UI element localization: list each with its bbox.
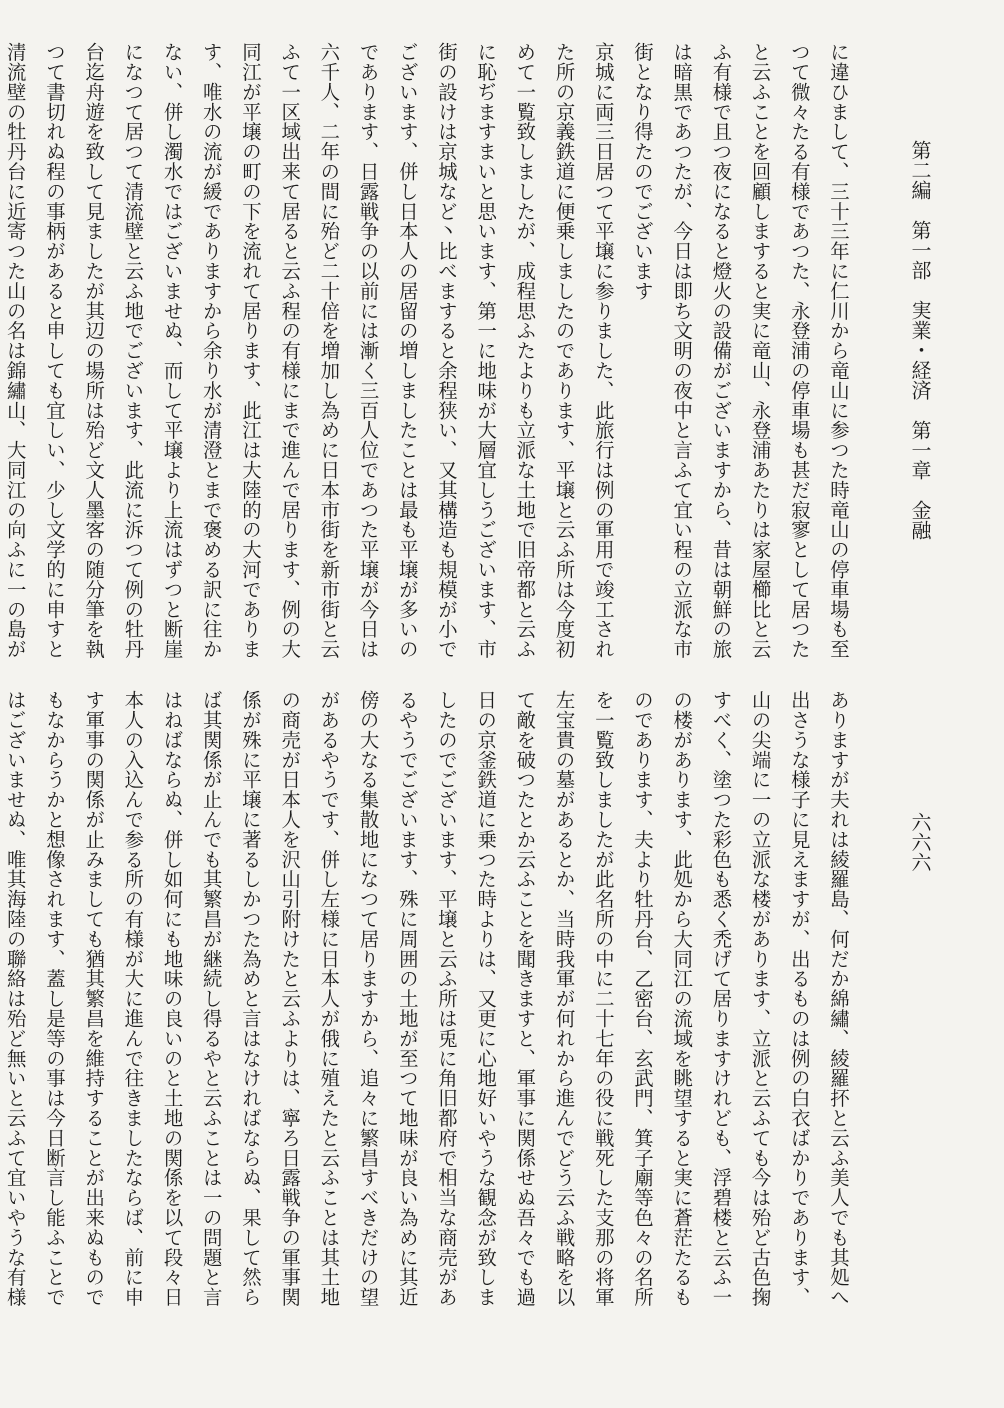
text-line: ふ有様で且つ夜になると燈火の設備がございますから、昔は朝鮮の旅 [709, 42, 733, 659]
text-line: ふて一区域出来て居ると云ふ程の有様にまで進んで居ります、例の大 [278, 42, 302, 659]
text-line: 傍の大なる集散地になつて居りますから、追々に繁昌すべきだけの望 [356, 690, 380, 1307]
text-line: であります、日露戦争の以前には漸く三百人位であつた平壌が今日は [356, 42, 380, 659]
running-head: 第二編 第一部 実業・経済 第一章 金融 [908, 140, 932, 540]
text-line: があるやうです、併し左様に日本人が俄に殖えたと云ふことは其土地 [317, 690, 341, 1307]
text-line: 街となり得たのでございます [630, 42, 654, 301]
text-line: 日の京釜鉄道に乗つた時よりは、又更に心地好いやうな観念が致しま [474, 690, 498, 1307]
text-line: の楼があります、此処から大同江の流域を眺望すると実に蒼茫たるも [670, 690, 694, 1307]
text-line: はございませぬ、唯其海陸の聯絡は殆ど無いと云ふて宜いやうな有様 [3, 690, 27, 1307]
text-line: になつて居つて清流壁と云ふ地でございます、此流に泝つて例の牡丹 [121, 42, 145, 659]
text-line: す、唯水の流が緩でありますから余り水が清澄とまで褒める訳に往か [199, 42, 223, 659]
text-line: 台迄舟遊を致して見ましたが其辺の場所は殆ど文人墨客の随分筆を執 [82, 42, 106, 659]
text-line: つて微々たる有様であつた、永登浦の停車場も甚だ寂寥として居つた [787, 42, 811, 659]
text-line: るやうでございます、殊に周囲の土地が至つて地味が良い為めに其近 [395, 690, 419, 1307]
text-line: す軍事の関係が止みましても猶其繁昌を維持することが出来ぬもので [82, 690, 106, 1307]
text-line: もなからうかと想像されます、蓋し是等の事は今日断言し能ふことで [42, 690, 66, 1307]
text-line: 街の設けは京城など丶比べますると余程狭い、又其構造も規模が小で [434, 42, 458, 659]
text-line: めて一覧致しましたが、成程思ふたよりも立派な土地で旧帝都と云ふ [513, 42, 537, 659]
text-line: の商売が日本人を沢山引附けたと云ふよりは、寧ろ日露戦争の軍事関 [278, 690, 302, 1307]
text-line: はねばならぬ、併し如何にも地味の良いのと土地の関係を以て段々日 [160, 690, 184, 1307]
text-line: 清流壁の牡丹台に近寄つた山の名は錦繡山、大同江の向ふに一の島が [3, 42, 27, 659]
text-line: のであります、夫より牡丹台、乙密台、玄武門、箕子廟等色々の名所 [630, 690, 654, 1307]
text-line: を一覧致しましたが此名所の中に二十七年の役に戦死した支那の将軍 [591, 690, 615, 1307]
text-line: つて書切れぬ程の事柄があると申しても宜しい、少し文学的に申すと [42, 42, 66, 659]
text-line: は暗黒であつたが、今日は即ち文明の夜中と言ふて宜い程の立派な市 [670, 42, 694, 659]
text-line: 出さうな様子に見えますが、出るものは例の白衣ばかりであります、 [787, 690, 811, 1307]
text-line: 本人の入込んで参る所の有様が大に進んで往きましたならば、前に申 [121, 690, 145, 1307]
text-line: に違ひまして、三十三年に仁川から竜山に参つた時竜山の停車場も至 [827, 42, 850, 659]
text-line: したのでございます、平壌と云ふ所は兎に角旧都府で相当な商売があ [434, 690, 458, 1307]
text-line: 同江が平壌の町の下を流れて居ります、此江は大陸的の大河でありま [238, 42, 262, 659]
text-line: て敵を破つたとか云ふことを聞きますと、軍事に関係せぬ吾々でも過 [513, 690, 537, 1307]
lower-text-block [3, 690, 858, 1307]
text-line: ありますが夫れは綾羅島、何だか綿繡、綾羅抔と云ふ美人でも其処へ [827, 690, 850, 1307]
text-line: ば其関係が止んでも其繁昌が継続し得るやと云ふことは一の問題と言 [199, 690, 223, 1307]
upper-text-block [3, 42, 858, 659]
text-line: 京城に両三日居つて平壌に参りました、此旅行は例の軍用で竣工され [591, 42, 615, 659]
text-line: 山の尖端に一の立派な楼があります、立派と云ふても今は殆ど古色掬 [748, 690, 772, 1307]
page-number: 六六六 [908, 812, 932, 872]
text-line: すべく、塗つた彩色も悉く禿げて居りますけれども、浮碧楼と云ふ一 [709, 690, 733, 1307]
text-line: に恥ぢますまいと思います、第一に地味が大層宜しうございます、市 [474, 42, 498, 659]
text-line: と云ふことを回顧しますると実に竜山、永登浦あたりは家屋櫛比と云 [748, 42, 772, 659]
text-line: ございます、併し日本人の居留の増しましたことは最も平壌が多いの [395, 42, 419, 659]
text-line: ない、併し濁水ではございませぬ、而して平壌より上流はずつと断崖 [160, 42, 184, 659]
text-line: 係が殊に平壌に著るしかつた為めと言はなければならぬ、果して然ら [238, 690, 262, 1307]
text-line: た所の京義鉄道に便乗しましたのであります、平壌と云ふ所は今度初 [552, 42, 576, 659]
text-line: 六千人、二年の間に殆ど二十倍を増加し為めに日本市街を新市街と云 [317, 42, 341, 659]
text-line: 左宝貴の墓があるとか、当時我軍が何れから進んでどう云ふ戦略を以 [552, 690, 576, 1307]
